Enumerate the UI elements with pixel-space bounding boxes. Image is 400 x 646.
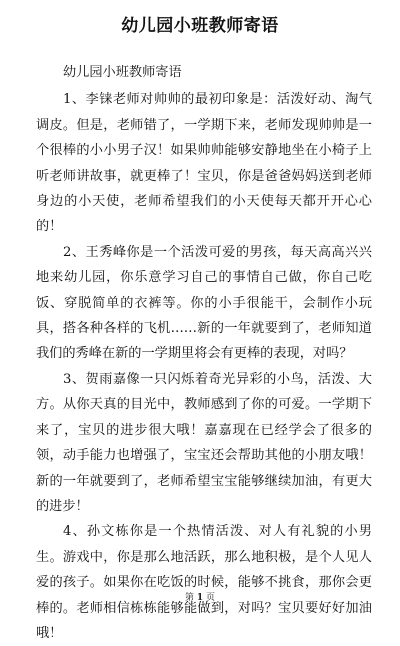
page-title: 幼儿园小班教师寄语	[121, 16, 279, 36]
paragraph-1: 1、李铼老师对帅帅的最初印象是：活泼好动、淘气调皮。但是，老师错了，一学期下来，老师发现帅帅是一个很棒的小小男子汉！如果帅帅能够安静地坐在小椅子上听老师讲故事，就更棒了！宝贝，你是爸爸妈妈送到老师身边的小天使，老师希望我们的小天使每天都开开心心的！	[36, 92, 372, 235]
footer-prefix: 第	[184, 593, 194, 603]
page-footer	[0, 592, 400, 604]
document-body	[36, 60, 372, 646]
footer-suffix: 页	[206, 593, 216, 603]
paragraph-3: 3、贺雨嘉像一只闪烁着奇光异彩的小鸟，活泼、大方。从你天真的目光中，教师感到了你的可爱。一学期下来了，宝贝的进步很大哦！嘉嘉现在已经学会了很多的领，动手能力也增强了，宝宝还会帮助其他的小朋友哦！新的一年就要到了，老师希望宝宝能够继续加油，有更大的进步！	[36, 371, 372, 514]
paragraph-2: 2、王秀峰你是一个活泼可爱的男孩，每天高高兴兴地来幼儿园，你乐意学习自己的事情自己做，你自己吃饭、穿脱简单的衣裤等。你的小手很能干，会制作小玩具，搭各种各样的飞机……新的一年就要到了，老师知道我们的秀峰在新的一学期里将会有更棒的表现，对吗？	[36, 244, 372, 362]
page-number: 1	[196, 593, 204, 603]
paragraph-4: 4、孙文栋你是一个热情活泼、对人有礼貌的小男生。游戏中，你是那么地活跃，那么地积极，是个人见人爱的孩子。如果你在吃饭的时候，能够不挑食，那你会更棒的。老师相信栋栋能够能做到，对吗？宝贝要好好加油哦！	[36, 524, 372, 641]
document-subtitle: 幼儿园小班教师寄语	[63, 65, 182, 80]
